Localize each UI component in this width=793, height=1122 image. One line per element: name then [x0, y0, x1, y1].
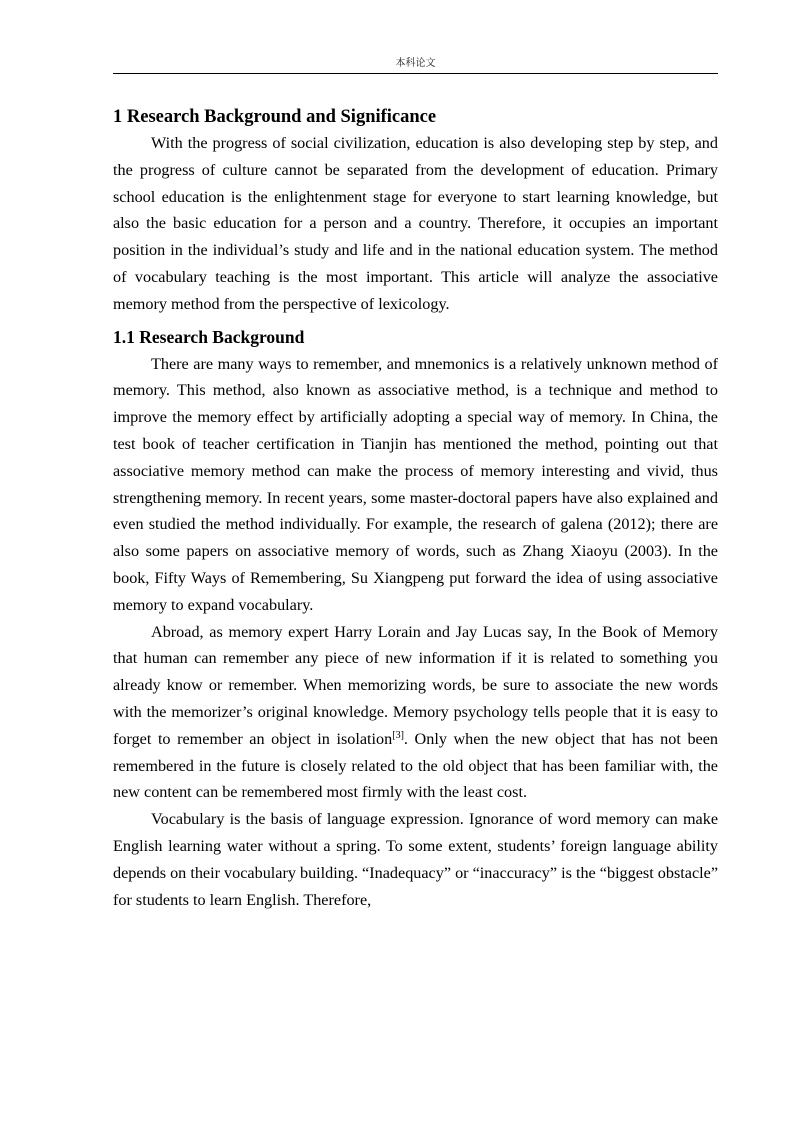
paragraph: With the progress of social civilization, education is also developing step by step, and the progress of culture cannot be separated from the development of education. Primary school education is the enlightenment stage for everyone to start learning knowledge, but also the basic education for a person and a country. Therefore, it occupies an important position in the individual’s study and life and in the national education system. The method of vocabulary teaching is the most important. This article will analyze the associative memory method from the perspective of lexicology. — [113, 134, 718, 313]
running-header: 本科论文 — [395, 58, 436, 69]
paragraph-text: Abroad, as memory expert Harry Lorain and Jay Lucas say, In the Book of Memory that human can remember any piece of new information if it is related to something you already know or remember. When memorizing words, be sure to associate the new words with the memorizer’s original knowledge. Memory psychology tells people that it is easy to forget to remember an object in isolation — [113, 622, 718, 748]
paragraph: Vocabulary is the basis of language expression. Ignorance of word memory can make English learning water without a spring. To some extent, students’ foreign language ability depends on their vocabulary building. “Inadequacy” or “inaccuracy” is the “biggest obstacle” for students to learn English. Therefore, — [113, 810, 718, 909]
body-text — [113, 103, 718, 913]
header-rule — [113, 73, 718, 74]
section-heading: 1 Research Background and Significance — [113, 107, 437, 127]
paragraph: There are many ways to remember, and mnemonics is a relatively unknown method of memory. This method, also known as associative method, is a technique and method to improve the memory effect by artificially adopting a special way of memory. In China, the test book of teacher certification in Tianjin has mentioned the method, pointing out that associative memory method can make the process of memory interesting and vivid, thus strengthening memory. In recent years, some master-doctoral papers have also explained and even studied the method individually. For example, the research of galena (2012); there are also some papers on associative memory of words, such as Zhang Xiaoyu (2003). In the book, Fifty Ways of Remembering, Su Xiangpeng put forward the idea of using associative memory to expand vocabulary. — [113, 354, 718, 614]
paragraph — [113, 619, 718, 807]
paragraph-text: . Only when the new object that has not been remembered in the future is closely related to the old object that has been familiar with, the new content can be remembered most firmly with the least cost. — [113, 729, 719, 802]
citation-reference[interactable]: [3] — [392, 729, 404, 741]
subsection-heading: 1.1 Research Background — [113, 326, 305, 347]
